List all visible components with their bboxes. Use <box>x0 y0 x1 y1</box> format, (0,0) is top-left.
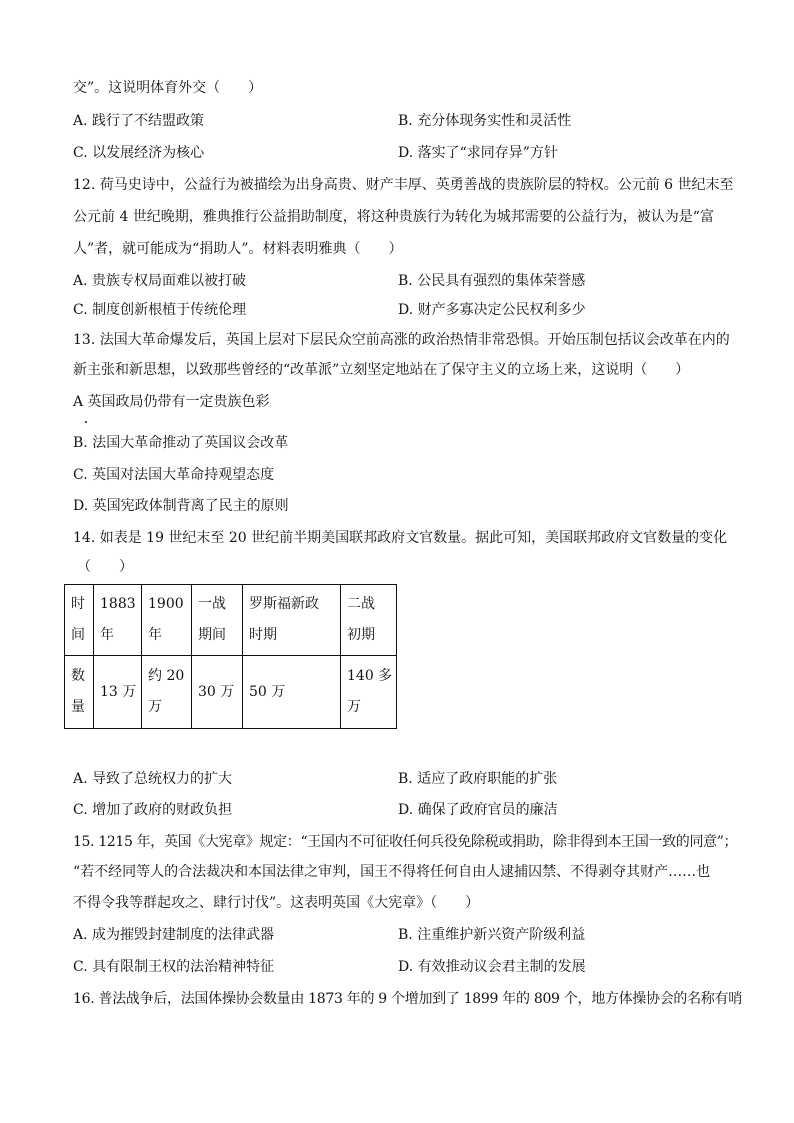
q12-option-b[interactable]: B. 公民具有强烈的集体荣誉感 <box>398 273 586 289</box>
table-cell: 一战 期间 <box>192 585 243 656</box>
q15-stem-line3: 不得令我等群起攻之、肆行讨伐”。这表明英国《大宪章》（ ） <box>73 895 480 911</box>
q13-stem-line1: 13. 法国大革命爆发后，英国上层对下层民众空前高涨的政治热情非常恐惧。开始压制包括议会改革在内的 <box>73 332 730 348</box>
q12-option-a[interactable]: A. 贵族专权局面难以被打破 <box>73 273 247 289</box>
q11-stem-tail: 交”。这说明体育外交（ ） <box>73 80 263 96</box>
table-cell: 13 万 <box>94 656 142 729</box>
q15-option-c[interactable]: C. 具有限制王权的法治精神特征 <box>73 959 275 975</box>
table-cell: 50 万 <box>243 656 341 729</box>
option-dot-mark <box>85 421 87 423</box>
q12-stem-line2: 公元前 4 世纪晚期，雅典推行公益捐助制度，将这种贵族行为转化为城邦需要的公益行为，被认为是“富 <box>73 209 714 225</box>
q14-stem-line1: 14. 如表是 19 世纪末至 20 世纪前半期美国联邦政府文官数量。据此可知，美国联邦政府文官数量的变化 <box>73 530 728 546</box>
q14-stem-line2: （ ） <box>77 559 133 575</box>
table-cell: 1883 年 <box>94 585 142 656</box>
q16-stem-line1: 16. 普法战争后，法国体操协会数量由 1873 年的 9 个增加到了 1899 年的 809 个，地方体操协会的名称有哨 <box>73 991 742 1007</box>
table-cell: 数 量 <box>65 656 94 729</box>
q13-option-b[interactable]: B. 法国大革命推动了英国议会改革 <box>73 435 289 451</box>
q15-stem-line2: “若不经同等人的合法裁决和本国法律之审判，国王不得将任何自由人逮捕囚禁、不得剥夺其财产……也 <box>73 864 711 880</box>
q14-option-a[interactable]: A. 导致了总统权力的扩大 <box>73 771 233 787</box>
table-row-values <box>65 656 397 729</box>
q11-option-c[interactable]: C. 以发展经济为核心 <box>73 145 205 161</box>
q12-stem-line3: 人”者，就可能成为“捐助人”。材料表明雅典（ ） <box>73 241 403 257</box>
table-cell: 140 多 万 <box>341 656 397 729</box>
q13-option-c[interactable]: C. 英国对法国大革命持观望态度 <box>73 467 275 483</box>
q11-option-a[interactable]: A. 践行了不结盟政策 <box>73 113 205 129</box>
q12-option-d[interactable]: D. 财产多寡决定公民权利多少 <box>398 302 586 318</box>
q15-option-d[interactable]: D. 有效推动议会君主制的发展 <box>398 959 586 975</box>
q15-stem-line1: 15. 1215 年，英国《大宪章》规定：“王国内不可征收任何兵役免除税或捐助，除非得到本王国一致的同意”； <box>73 834 738 850</box>
q14-option-d[interactable]: D. 确保了政府官员的廉洁 <box>398 802 558 818</box>
q15-option-b[interactable]: B. 注重维护新兴资产阶级利益 <box>398 927 586 943</box>
table-cell: 约 20 万 <box>142 656 192 729</box>
q14-option-b[interactable]: B. 适应了政府职能的扩张 <box>398 771 558 787</box>
civil-servant-table <box>64 584 397 729</box>
q15-option-a[interactable]: A. 成为摧毁封建制度的法律武器 <box>73 927 275 943</box>
q11-option-d[interactable]: D. 落实了“求同存异”方针 <box>398 145 558 161</box>
table-cell: 1900 年 <box>142 585 192 656</box>
table-cell: 时 间 <box>65 585 94 656</box>
q13-option-d[interactable]: D. 英国宪政体制背离了民主的原则 <box>73 498 289 514</box>
table-cell: 30 万 <box>192 656 243 729</box>
q14-option-c[interactable]: C. 增加了政府的财政负担 <box>73 802 233 818</box>
q13-option-a[interactable]: A 英国政局仍带有一定贵族色彩 <box>73 394 270 410</box>
table-cell: 二战 初期 <box>341 585 397 656</box>
table-row-header <box>65 585 397 656</box>
q13-stem-line2: 新主张和新思想，以致那些曾经的“改革派”立刻坚定地站在了保守主义的立场上来，这说明（ ） <box>73 362 690 378</box>
q12-option-c[interactable]: C. 制度创新根植于传统伦理 <box>73 302 247 318</box>
table-cell: 罗斯福新政 时期 <box>243 585 341 656</box>
q11-option-b[interactable]: B. 充分体现务实性和灵活性 <box>398 113 572 129</box>
q12-stem-line1: 12. 荷马史诗中，公益行为被描绘为出身高贵、财产丰厚、英勇善战的贵族阶层的特权。公元前 6 世纪末至 <box>73 177 734 193</box>
